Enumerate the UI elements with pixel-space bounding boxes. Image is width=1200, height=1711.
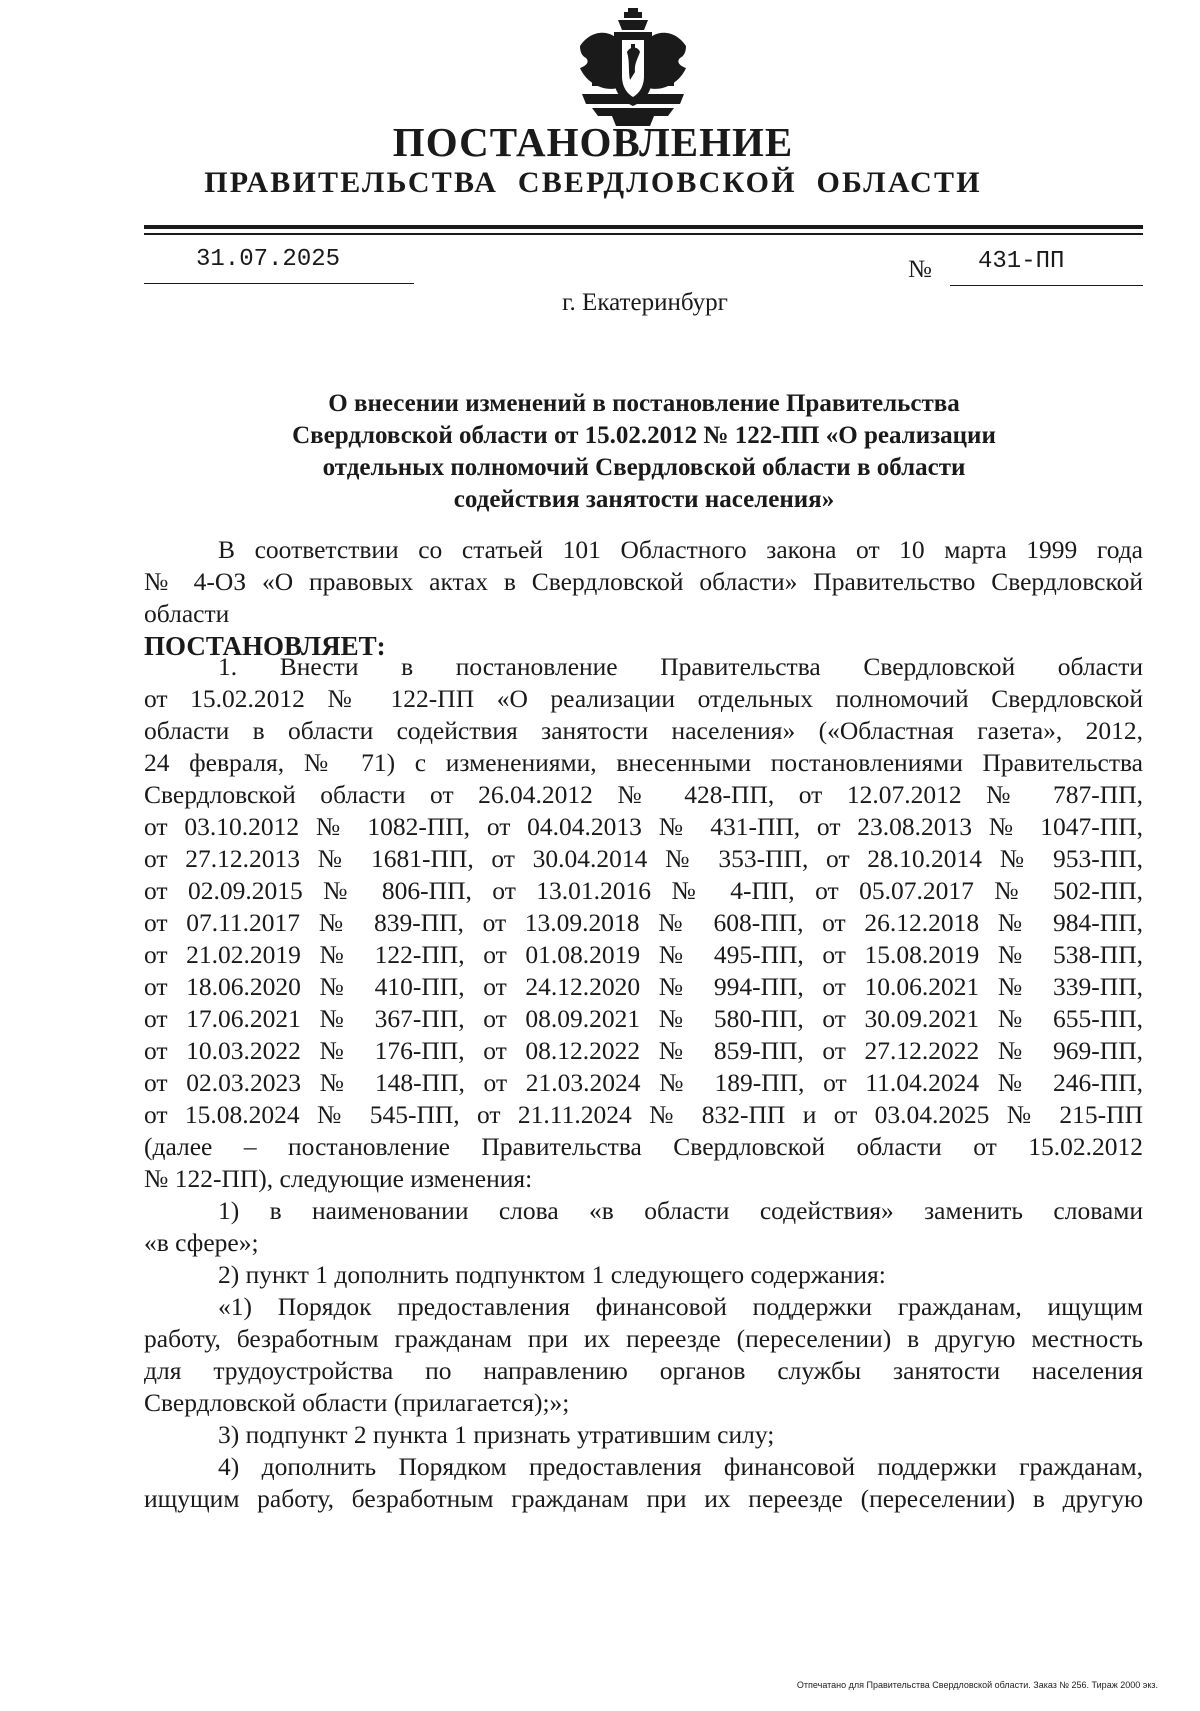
print-imprint: Отпечатано для Правительства Свердловской области. Заказ № 256. Тираж 2000 экз. bbox=[796, 1680, 1158, 1690]
title-line: О внесении изменений в постановление Правительства bbox=[328, 390, 960, 417]
document-number: 431-ПП bbox=[978, 248, 1065, 275]
coat-of-arms-emblem bbox=[572, 8, 694, 128]
title-line: содействия занятости населения» bbox=[453, 486, 835, 513]
number-underline bbox=[950, 285, 1143, 286]
preamble bbox=[144, 534, 1143, 662]
item2-quote-line: для трудоустройства по направлению органов службы занятости населения bbox=[144, 1356, 1143, 1385]
document-type-heading: ПОСТАНОВЛЕНИЕ bbox=[392, 119, 794, 165]
paragraph1-line: от 21.02.2019 № 122-ПП, от 01.08.2019 № 495-ПП, от 15.08.2019 № 538-ПП, bbox=[144, 940, 1143, 969]
item2-line: 2) пункт 1 дополнить подпунктом 1 следующего содержания: bbox=[218, 1260, 886, 1289]
item2-quote-line: Свердловской области (прилагается);»; bbox=[144, 1388, 570, 1417]
title-line: отдельных полномочий Свердловской области в области bbox=[322, 454, 966, 481]
paragraph1-line: от 15.02.2012 № 122-ПП «О реализации отдельных полномочий Свердловской bbox=[144, 684, 1143, 713]
header-rule-thick bbox=[144, 225, 1143, 229]
paragraph1-line: от 18.06.2020 № 410-ПП, от 24.12.2020 № 994-ПП, от 10.06.2021 № 339-ПП, bbox=[144, 972, 1143, 1001]
item2-quote-line: работу, безработным гражданам при их переезде (переселении) в другую местность bbox=[144, 1324, 1143, 1353]
paragraph1-line: (далее – постановление Правительства Свердловской области от 15.02.2012 bbox=[144, 1132, 1143, 1161]
item1-line: «в сфере»; bbox=[144, 1228, 259, 1257]
number-sign: № bbox=[908, 256, 932, 283]
preamble-line: № 4-ОЗ «О правовых актах в Свердловской области» Правительство Свердловской bbox=[144, 567, 1143, 596]
title-line: Свердловской области от 15.02.2012 № 122-ПП «О реализации bbox=[292, 422, 996, 449]
paragraph1-line: № 122-ПП), следующие изменения: bbox=[144, 1164, 533, 1193]
resolution-items bbox=[144, 651, 1143, 1515]
header-rule-thin bbox=[144, 233, 1143, 235]
date-underline bbox=[144, 283, 414, 284]
document-title bbox=[144, 388, 1144, 516]
document-date: 31.07.2025 bbox=[196, 246, 341, 273]
item4-line: 4) дополнить Порядком предоставления финансовой поддержки гражданам, bbox=[218, 1452, 1143, 1481]
paragraph1-line: 24 февраля, № 71) с изменениями, внесенными постановлениями Правительства bbox=[144, 748, 1143, 777]
item3-line: 3) подпункт 2 пункта 1 признать утратившим силу; bbox=[218, 1420, 775, 1449]
paragraph1-line: от 17.06.2021 № 367-ПП, от 08.09.2021 № 580-ПП, от 30.09.2021 № 655-ПП, bbox=[144, 1004, 1143, 1033]
paragraph1-line: Свердловской области от 26.04.2012 № 428-ПП, от 12.07.2012 № 787-ПП, bbox=[144, 780, 1143, 809]
city: г. Екатеринбург bbox=[562, 289, 728, 316]
preamble-line: области bbox=[144, 599, 230, 628]
paragraph1-line: от 02.03.2023 № 148-ПП, от 21.03.2024 № 189-ПП, от 11.04.2024 № 246-ПП, bbox=[144, 1068, 1143, 1097]
paragraph1-line: от 07.11.2017 № 839-ПП, от 13.09.2018 № 608-ПП, от 26.12.2018 № 984-ПП, bbox=[144, 908, 1143, 937]
item4-line: ищущим работу, безработным гражданам при их переезде (переселении) в другую bbox=[144, 1484, 1143, 1513]
paragraph1-line: от 10.03.2022 № 176-ПП, от 08.12.2022 № 859-ПП, от 27.12.2022 № 969-ПП, bbox=[144, 1036, 1143, 1065]
paragraph1-line: от 02.09.2015 № 806-ПП, от 13.01.2016 № 4-ПП, от 05.07.2017 № 502-ПП, bbox=[144, 876, 1143, 905]
paragraph1-line: области в области содействия занятости населения» («Областная газета», 2012, bbox=[144, 716, 1143, 745]
resolves-heading: ПОСТАНОВЛЯЕТ: bbox=[144, 631, 386, 661]
issuing-authority-heading: ПРАВИТЕЛЬСТВА СВЕРДЛОВСКОЙ ОБЛАСТИ bbox=[204, 166, 982, 199]
item1-line: 1) в наименовании слова «в области содействия» заменить словами bbox=[218, 1196, 1143, 1225]
paragraph1-line: от 03.10.2012 № 1082-ПП, от 04.04.2013 № 431-ПП, от 23.08.2013 № 1047-ПП, bbox=[144, 812, 1143, 841]
item2-quote-line: «1) Порядок предоставления финансовой поддержки гражданам, ищущим bbox=[218, 1292, 1143, 1321]
paragraph1-line: от 27.12.2013 № 1681-ПП, от 30.04.2014 № 353-ПП, от 28.10.2014 № 953-ПП, bbox=[144, 844, 1143, 873]
preamble-line: В соответствии со статьей 101 Областного закона от 10 марта 1999 года bbox=[218, 535, 1143, 564]
paragraph1-line: 1. Внести в постановление Правительства Свердловской области bbox=[218, 652, 1143, 681]
paragraph1-line: от 15.08.2024 № 545-ПП, от 21.11.2024 № 832-ПП и от 03.04.2025 № 215-ПП bbox=[144, 1100, 1143, 1129]
